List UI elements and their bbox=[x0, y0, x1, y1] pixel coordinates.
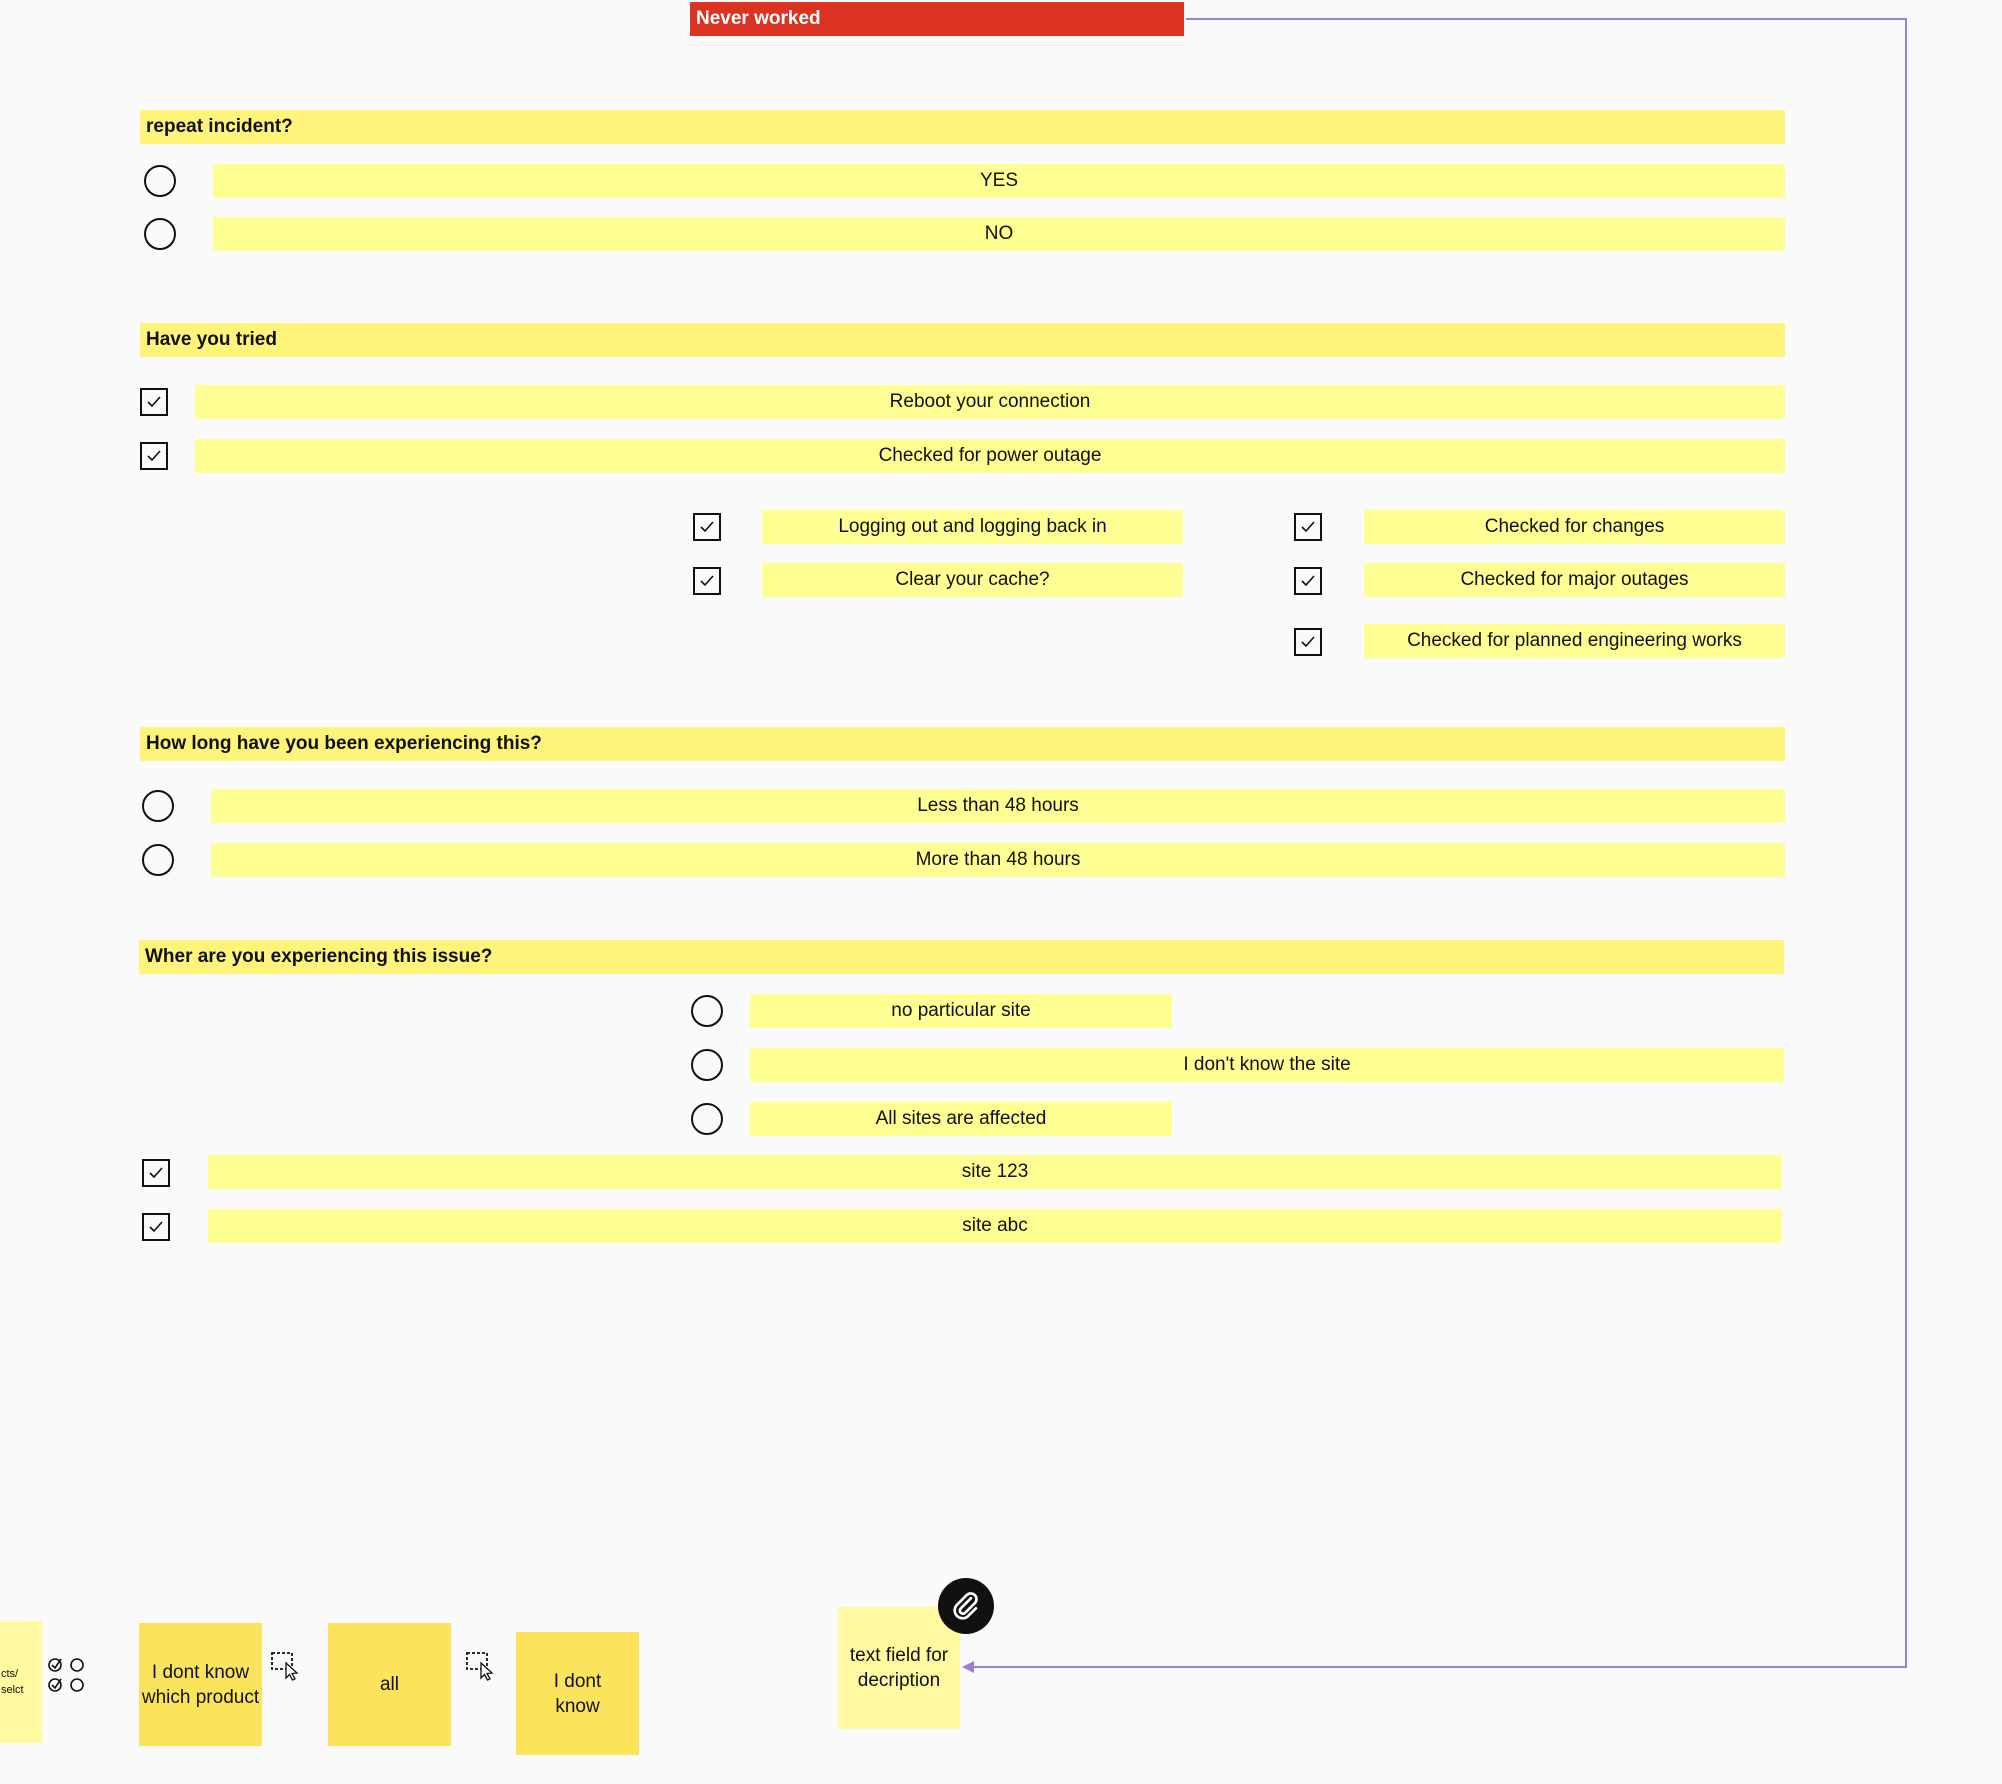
checkbox-checked-icon bbox=[146, 1163, 166, 1183]
checkbox-checked-icon bbox=[146, 1217, 166, 1237]
option-logging-out[interactable]: Logging out and logging back in bbox=[762, 510, 1183, 544]
checkbox-power-outage[interactable] bbox=[140, 442, 168, 470]
option-no-particular-site[interactable]: no particular site bbox=[750, 994, 1172, 1028]
checkbox-logging-out[interactable] bbox=[693, 513, 721, 541]
checkbox-checked-icon bbox=[697, 517, 717, 537]
section-header-how-long: How long have you been experiencing this? bbox=[140, 727, 1785, 761]
paperclip-icon[interactable] bbox=[938, 1578, 994, 1634]
selection-cursor-icon bbox=[465, 1650, 497, 1682]
sticky-dont-know[interactable]: I dont know bbox=[516, 1632, 639, 1755]
option-yes[interactable]: YES bbox=[213, 164, 1785, 198]
option-power-outage[interactable]: Checked for power outage bbox=[195, 439, 1785, 473]
checkbox-checked-icon bbox=[1298, 632, 1318, 652]
checkbox-planned-works[interactable] bbox=[1294, 628, 1322, 656]
radio-dont-know-site[interactable] bbox=[691, 1049, 723, 1081]
option-clear-cache[interactable]: Clear your cache? bbox=[762, 563, 1183, 597]
selection-cursor-icon bbox=[270, 1650, 302, 1682]
checkbox-checked-icon bbox=[1298, 571, 1318, 591]
checkbox-site-abc[interactable] bbox=[142, 1213, 170, 1241]
option-major-outages[interactable]: Checked for major outages bbox=[1364, 563, 1785, 597]
section-header-have-you-tried: Have you tried bbox=[140, 323, 1785, 357]
option-dont-know-site[interactable]: I don't know the site bbox=[750, 1048, 1784, 1082]
option-site-abc[interactable]: site abc bbox=[208, 1209, 1782, 1243]
option-less-48[interactable]: Less than 48 hours bbox=[211, 789, 1785, 823]
section-header-repeat-incident: repeat incident? bbox=[140, 110, 1785, 144]
radio-all-sites[interactable] bbox=[691, 1103, 723, 1135]
partial-sticky-note[interactable]: cts/ selct bbox=[0, 1621, 42, 1743]
checkbox-major-outages[interactable] bbox=[1294, 567, 1322, 595]
option-planned-works[interactable]: Checked for planned engineering works bbox=[1364, 624, 1785, 658]
radio-no[interactable] bbox=[144, 218, 176, 250]
check-radio-icon bbox=[46, 1654, 86, 1694]
checkbox-checked-icon bbox=[144, 392, 164, 412]
radio-more-48[interactable] bbox=[142, 844, 174, 876]
option-reboot[interactable]: Reboot your connection bbox=[195, 385, 1785, 419]
checkbox-site-123[interactable] bbox=[142, 1159, 170, 1187]
checkbox-checked-icon bbox=[144, 446, 164, 466]
checkbox-checked-changes[interactable] bbox=[1294, 513, 1322, 541]
sticky-all[interactable]: all bbox=[328, 1623, 451, 1746]
radio-no-particular-site[interactable] bbox=[691, 995, 723, 1027]
radio-less-48[interactable] bbox=[142, 790, 174, 822]
option-no[interactable]: NO bbox=[213, 217, 1785, 251]
option-more-48[interactable]: More than 48 hours bbox=[211, 843, 1785, 877]
option-all-sites[interactable]: All sites are affected bbox=[750, 1102, 1172, 1136]
option-site-123[interactable]: site 123 bbox=[208, 1155, 1782, 1189]
radio-yes[interactable] bbox=[144, 165, 176, 197]
option-checked-changes[interactable]: Checked for changes bbox=[1364, 510, 1785, 544]
section-header-where: Wher are you experiencing this issue? bbox=[139, 940, 1784, 974]
never-worked-banner: Never worked bbox=[690, 2, 1184, 36]
checkbox-clear-cache[interactable] bbox=[693, 567, 721, 595]
checkbox-checked-icon bbox=[697, 571, 717, 591]
sticky-text-field[interactable]: text field for decription bbox=[838, 1607, 960, 1729]
sticky-dont-know-product[interactable]: I dont know which product bbox=[139, 1623, 262, 1746]
checkbox-checked-icon bbox=[1298, 517, 1318, 537]
checkbox-reboot[interactable] bbox=[140, 388, 168, 416]
